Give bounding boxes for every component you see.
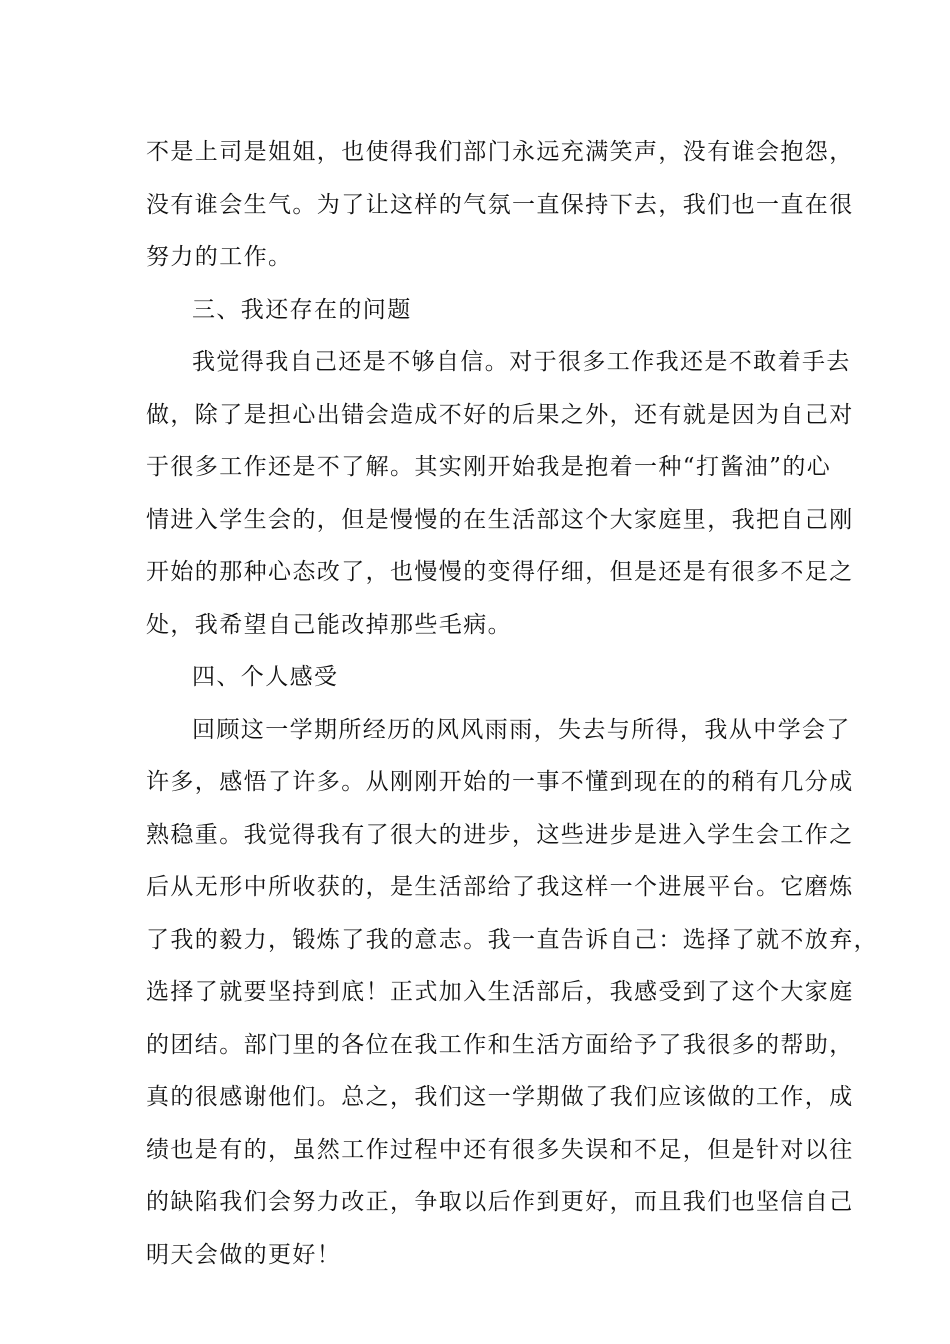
text-line: 不是上司是姐姐，也使得我们部门永远充满笑声，没有谁会抱怨， xyxy=(146,139,854,165)
text-line: 做，除了是担心出错会造成不好的后果之外，还有就是因为自己对 xyxy=(146,401,854,428)
text-line: 没有谁会生气。为了让这样的气氛一直保持下去，我们也一直在很 xyxy=(146,191,854,218)
document-body xyxy=(146,126,878,1281)
text-line: 于很多工作还是不了解。其实刚开始我是抱着一种“打酱油”的心 xyxy=(146,454,832,480)
text-line: 绩也是有的，虽然工作过程中还有很多失误和不足，但是针对以往 xyxy=(146,1136,854,1163)
text-line: 开始的那种心态改了，也慢慢的变得仔细，但是还是有很多不足之 xyxy=(146,559,854,585)
text-line: 努力的工作。 xyxy=(146,244,293,270)
text-line: 熟稳重。我觉得我有了很大的进步，这些进步是进入学生会工作之 xyxy=(146,821,854,848)
text-line: 的缺陷我们会努力改正，争取以后作到更好，而且我们也坚信自己 xyxy=(146,1189,854,1215)
paragraph-first-line: 我觉得我自己还是不够自信。对于很多工作我还是不敢着手去 xyxy=(192,349,851,375)
text-line: 了我的毅力，锻炼了我的意志。我一直告诉自己：选择了就不放弃， xyxy=(146,926,878,953)
text-line: 的团结。部门里的各位在我工作和生活方面给予了我很多的帮助， xyxy=(146,1031,854,1058)
text-line: 明天会做的更好！ xyxy=(146,1241,342,1268)
text-line: 处，我希望自己能改掉那些毛病。 xyxy=(146,611,512,638)
text-line: 许多，感悟了许多。从刚刚开始的一事不懂到现在的的稍有几分成 xyxy=(146,769,854,795)
text-line: 情进入学生会的，但是慢慢的在生活部这个大家庭里，我把自己刚 xyxy=(146,506,854,533)
text-line: 后从无形中所收获的，是生活部给了我这样一个进展平台。它磨炼 xyxy=(146,874,854,900)
text-line: 选择了就要坚持到底！正式加入生活部后，我感受到了这个大家庭 xyxy=(146,979,854,1005)
paragraph-first-line: 回顾这一学期所经历的风风雨雨，失去与所得，我从中学会了 xyxy=(192,716,851,743)
section-heading: 三、我还存在的问题 xyxy=(192,296,412,323)
section-heading: 四、个人感受 xyxy=(192,664,339,690)
text-line: 真的很感谢他们。总之，我们这一学期做了我们应该做的工作，成 xyxy=(146,1084,854,1110)
